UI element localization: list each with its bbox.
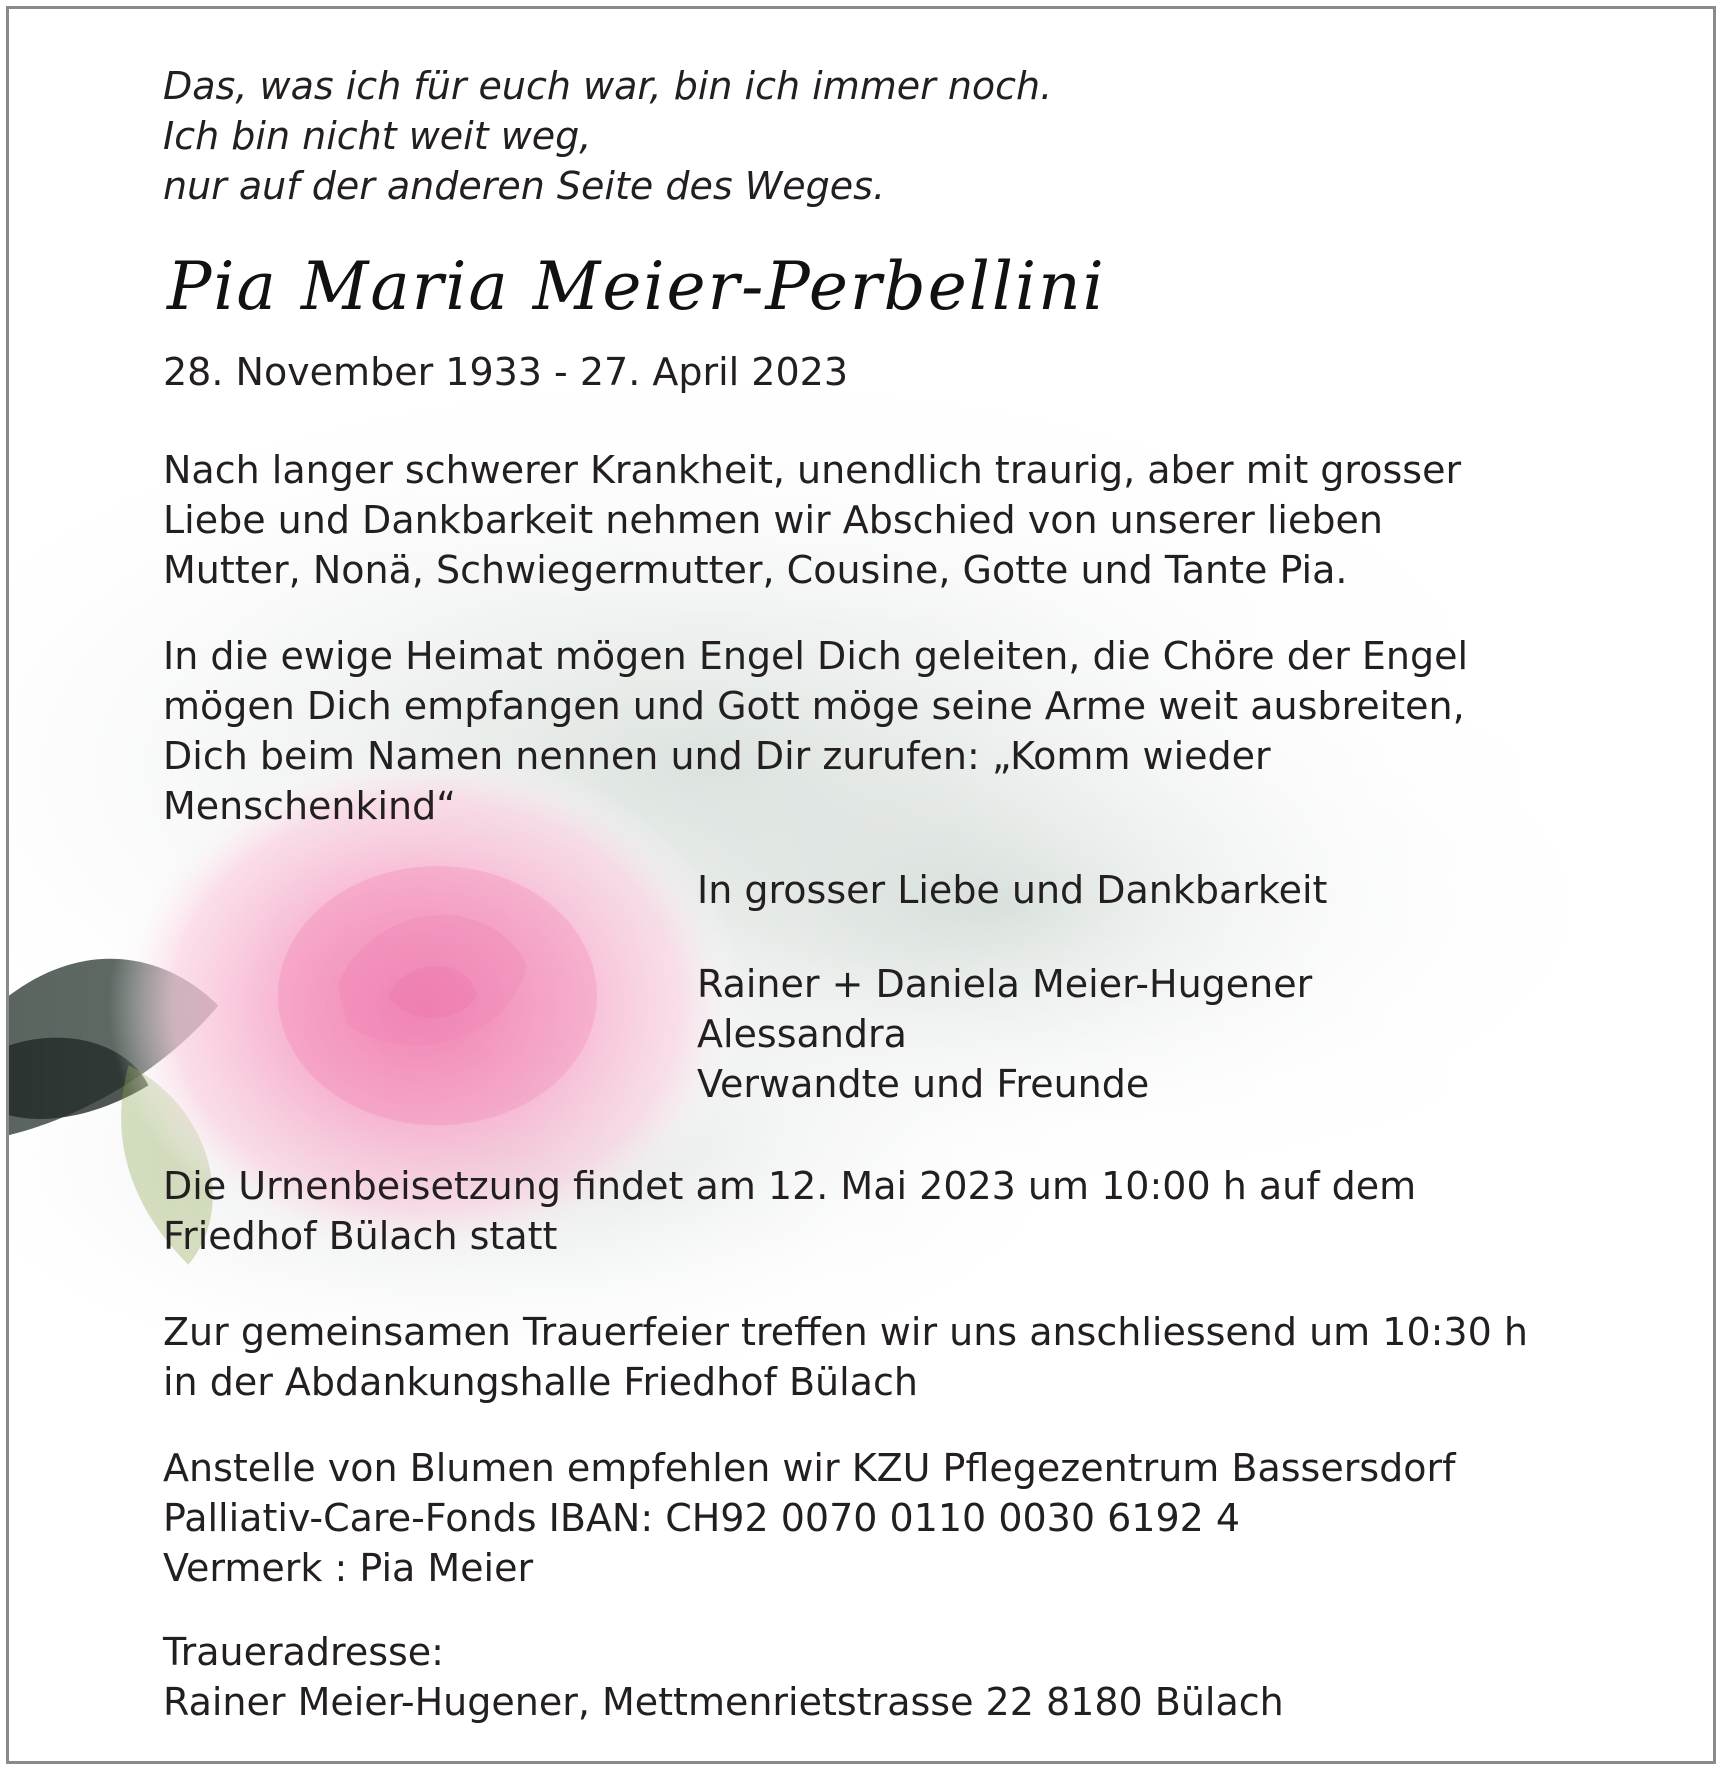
deceased-name: Pia Maria Meier-Perbellini <box>167 248 1106 325</box>
poem-line-3: nur auf der anderen Seite des Weges. <box>163 164 886 208</box>
mourner-name: Alessandra <box>697 1012 907 1056</box>
poem-line-2: Ich bin nicht weit weg, <box>163 114 592 158</box>
ceremony-info: Zur gemeinsamen Trauerfeier treffen wir uns anschliessend um 10:30 h in der Abdankungshalle Friedhof Bülach <box>163 1310 1528 1404</box>
obituary-notice <box>6 6 1716 1764</box>
poem-quote <box>163 61 1052 211</box>
donation-info: Anstelle von Blumen empfehlen wir KZU Pflegezentrum Bassersdorf Palliativ-Care-Fonds IBAN: CH92 0070 0110 0030 6192 4 Vermerk : Pia Meier <box>163 1446 1456 1590</box>
mourner-name: Rainer + Daniela Meier-Hugener <box>697 962 1313 1006</box>
life-dates: 28. November 1933 - 27. April 2023 <box>163 350 849 394</box>
blessing-paragraph: In die ewige Heimat mögen Engel Dich geleiten, die Chöre der Engel mögen Dich empfangen und Gott möge seine Arme weit ausbreiten, Dich beim Namen nennen und Dir zurufen: „Komm wieder Menschenkind“ <box>163 634 1469 828</box>
burial-info: Die Urnenbeisetzung findet am 12. Mai 2023 um 10:00 h auf dem Friedhof Bülach statt <box>163 1164 1417 1258</box>
farewell-paragraph: Nach langer schwerer Krankheit, unendlich traurig, aber mit grosser Liebe und Dankbarkeit nehmen wir Abschied von unserer lieben Mutter, Nonä, Schwiegermutter, Cousine, Gotte und Tante Pia. <box>163 448 1462 592</box>
mourner-name: Verwandte und Freunde <box>697 1062 1150 1106</box>
poem-line-1: Das, was ich für euch war, bin ich immer noch. <box>163 64 1053 108</box>
closing-line: In grosser Liebe und Dankbarkeit <box>697 868 1328 912</box>
mourners-list <box>697 959 1312 1109</box>
mourning-address: Traueradresse: Rainer Meier-Hugener, Mettmenrietstrasse 22 8180 Bülach <box>163 1630 1284 1724</box>
